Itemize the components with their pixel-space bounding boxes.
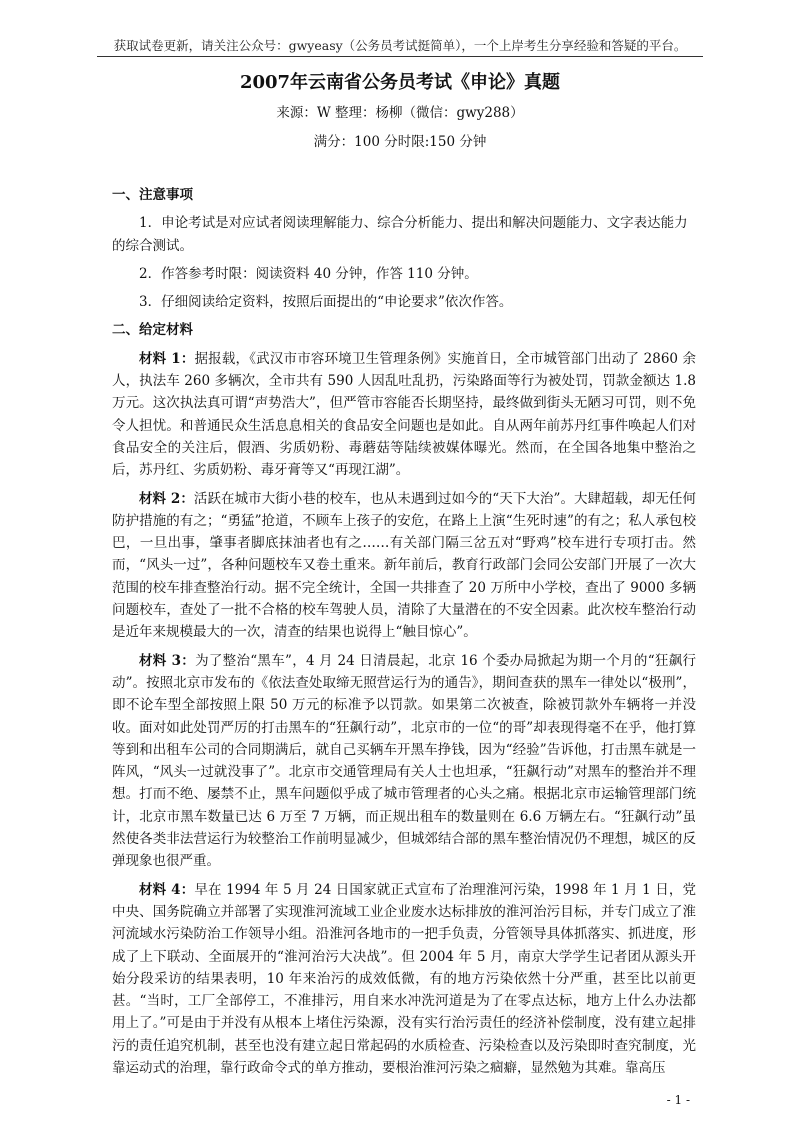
- material-text: 早在 1994 年 5 月 24 日国家就正式宣布了治理淮河污染，1998 年 1 月 1 日，党中央、国务院确立并部署了实现淮河流域工业企业废水达标排放的淮河治污目标，并专门成立了淮河流域水污染防治工作领导小组。沿淮河各地市的一把手负责，分管领导具体抓落实、抓进度，形成了上下联动、全面展开的“淮河治污大决战”。但 2004 年 5 月，南京大学学生记者团从源头开始分段采访的结果表明，10 年来治污的成效低微，有的地方污染依然十分严重，甚至比以前更甚。“当时，工厂全部停工，不准排污，用自来水冲洗河道是为了在零点达标，地方上什么办法都用上了。”可是由于并没有从根本上堵住污染源，没有实行治污责任的经济补偿制度，没有建立起排污的责任追究机制，甚至也没有建立起日常起码的水质检查、污染检查以及污染即时查究制度，光靠运动式的治理，靠行政命令式的单方推动，要根治淮河污染之痼癖，显然勉为其难。靠高压: [112, 881, 696, 1076]
- material-4: [112, 879, 696, 1080]
- section-heading-materials: 二、给定材料: [112, 322, 193, 339]
- document-body: [112, 184, 696, 1085]
- material-text: 据报载，《武汉市市容环境卫生管理条例》实施首日，全市城管部门出动了 2860 余人，执法车 260 多辆次，全市共有 590 人因乱吐乱扔，污染路面等行为被处罚，罚款金额达 1.8 万元。这次执法真可谓“声势浩大”，但严管市容能否长期坚持，最终做到街头无陋习可罚，则不免令人担忧。和普通民众生活息息相关的食品安全问题也是如此。自从两年前苏丹红事件唤起人们对食品安全的关注后，假酒、劣质奶粉、毒蘑菇等陆续被媒体曝光。然而，在全国各地集中整治之后，苏丹红、劣质奶粉、毒牙膏等又“再现江湖”。: [112, 350, 696, 479]
- material-label: 材料 3：: [139, 652, 196, 669]
- material-text: 活跃在城市大街小巷的校车，也从未遇到过如今的“天下大治”。大肆超载，却无任何防护措施的有之；“勇猛”抢道，不顾车上孩子的安危，在路上上演“生死时速”的有之；私人承包校巴，一旦出事，肇事者脚底抹油者也有之……有关部门隔三岔五对“野鸡”校车进行专项打击。然而，“风头一过”，各种问题校车又卷土重来。新年前后，教育行政部门会同公安部门开展了一次大范围的校车排查整治行动。据不完全统计，全国一共排查了 20 万所中小学校，查出了 9000 多辆问题校车，查处了一批不合格的校车驾驶人员，清除了大量潜在的不安全因素。此次校车整治行动是近年来规模最大的一次，清查的结果也说得上“触目惊心”。: [112, 490, 696, 641]
- document-title: 2007年云南省公务员考试《申论》真题: [239, 72, 561, 93]
- material-label: 材料 2：: [139, 490, 194, 507]
- material-3: [112, 650, 696, 873]
- material-text: 为了整治“黑车”，4 月 24 日清晨起，北京 16 个委办局掀起为期一个月的“狂飙行动”。按照北京市发布的《依法查处取缔无照营运行为的通告》，期间查获的黑车一律处以“极刑”，即不论车型全部按照上限 50 万元的标准予以罚款。如果第二次被查，除被罚款外车辆将一并没收。面对如此处罚严厉的打击黑车的“狂飙行动”，北京市的一位“的哥”却表现得毫不在乎，他打算等到和出租车公司的合同期满后，就自己买辆车开黑车挣钱，因为“经验”告诉他，打击黑车就是一阵风，“风头一过就没事了”。北京市交通管理局有关人士也坦承，“狂飙行动”对黑车的整治并不理想。打而不绝、屡禁不止，黑车问题似乎成了城市管理者的心头之痛。根据北京市运输管理部门统计，北京市黑车数量已达 6 万至 7 万辆，而正规出租车的数量则在 6.6 万辆左右。“狂飙行动”虽然使各类非法营运行为较整治工作前明显减少，但城郊结合部的黑车整治情况仍不理想，城区的反弹现象也很严重。: [112, 652, 697, 870]
- material-label: 材料 1：: [139, 350, 195, 367]
- header-note: 获取试卷更新，请关注公众号：gwyeasy（公务员考试挺简单），一个上岸考生分享经验和答疑的平台。: [113, 38, 687, 53]
- material-label: 材料 4：: [139, 881, 195, 898]
- material-2: [112, 488, 696, 644]
- section-heading-notes: 一、注意事项: [112, 187, 193, 203]
- document-source: 来源：W 整理：杨柳（微信：gwy288）: [276, 105, 524, 121]
- note-item-3: 3．仔细阅读给定资料，按照后面提出的“申论要求”依次作答。: [139, 294, 513, 311]
- material-1: [112, 348, 696, 482]
- document-score-time: 满分：100 分时限:150 分钟: [313, 134, 487, 150]
- page-number: - 1 -: [666, 1093, 690, 1107]
- header-divider: [97, 56, 703, 57]
- note-item-1: 1．申论考试是对应试者阅读理解能力、综合分析能力、提出和解决问题能力、文字表达能力的综合测试。: [112, 215, 688, 254]
- note-item-2: 2．作答参考时限：阅读资料 40 分钟，作答 110 分钟。: [139, 265, 478, 282]
